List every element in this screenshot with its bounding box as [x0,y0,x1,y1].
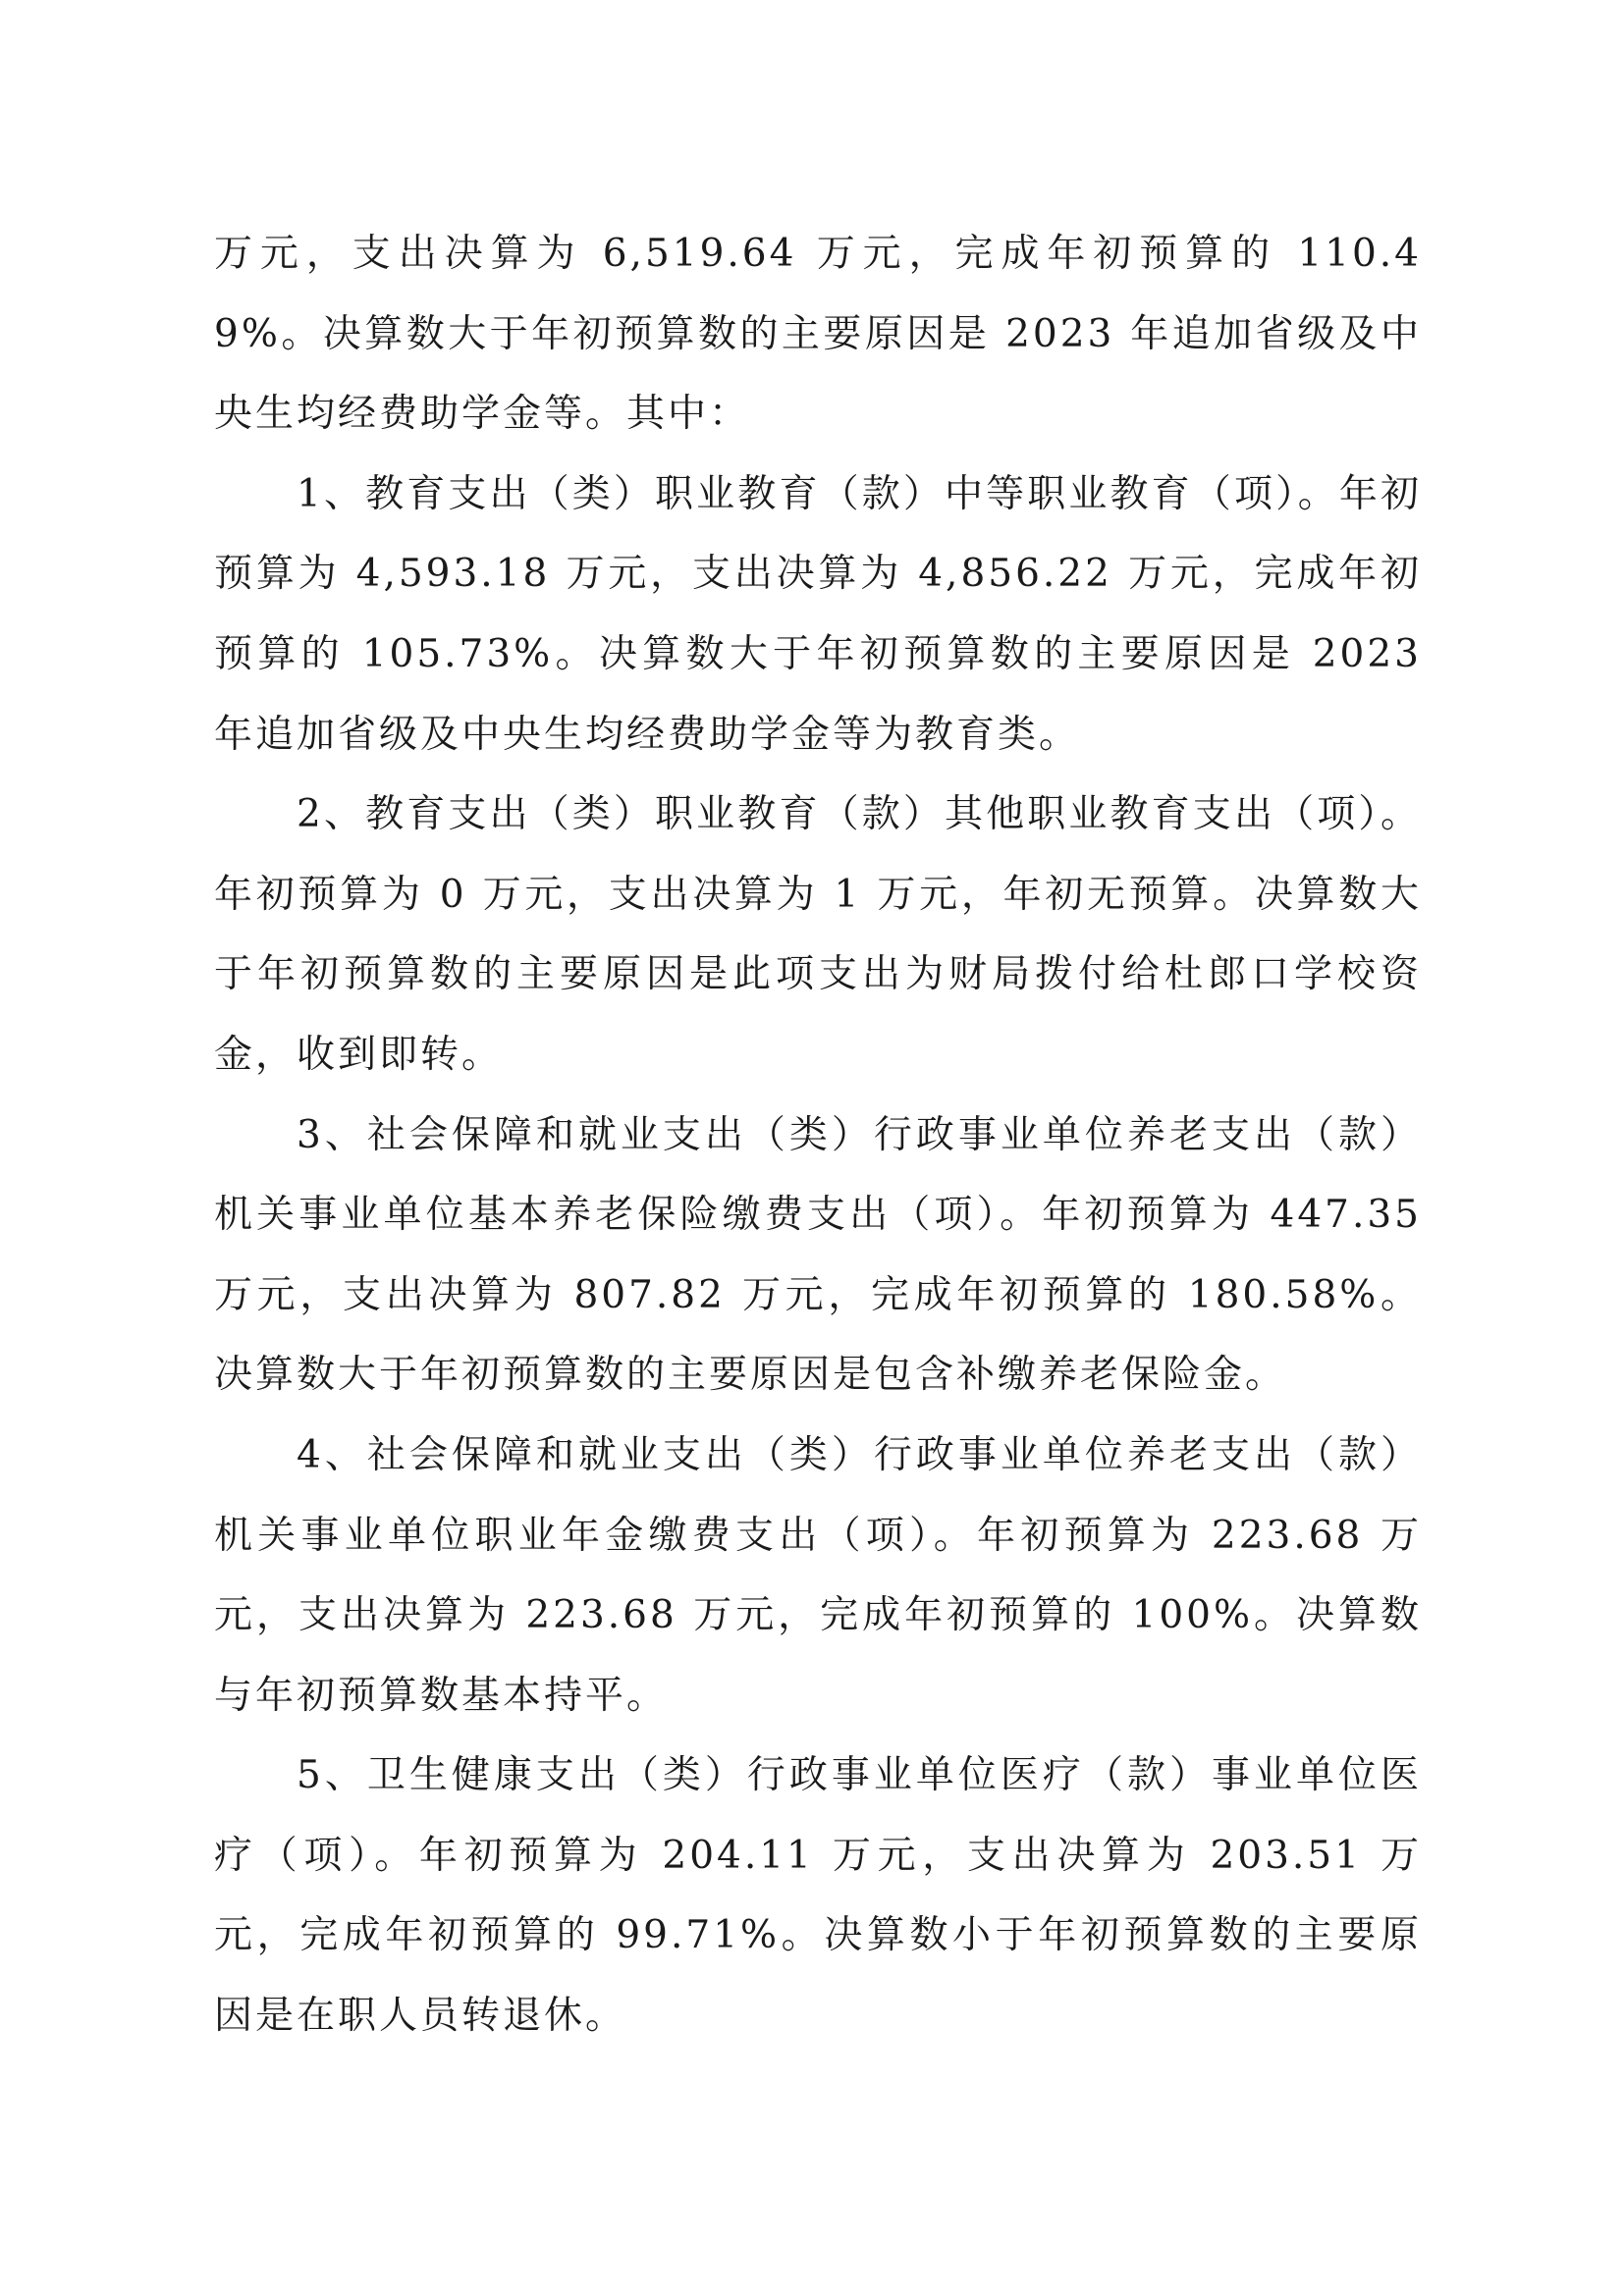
paragraph-continuation: 万元，支出决算为 6,519.64 万元，完成年初预算的 110.49%。决算数大于年初预算数的主要原因是 2023 年追加省级及中央生均经费助学金等。其中： [214,232,1422,437]
document-page [214,214,1422,2056]
paragraph-item-4: 4、社会保障和就业支出（类）行政事业单位养老支出（款）机关事业单位职业年金缴费支出（项）。年初预算为 223.68 万元，支出决算为 223.68 万元，完成年初预算的 100%。决算数与年初预算数基本持平。 [214,1432,1422,1718]
paragraph-item-1: 1、教育支出（类）职业教育（款）中等职业教育（项）。年初预算为 4,593.18 万元，支出决算为 4,856.22 万元，完成年初预算的 105.73%。决算数大于年初预算数的主要原因是 2023 年追加省级及中央生均经费助学金等为教育类。 [214,471,1422,757]
paragraph-item-5: 5、卫生健康支出（类）行政事业单位医疗（款）事业单位医疗（项）。年初预算为 204.11 万元，支出决算为 203.51 万元，完成年初预算的 99.71%。决算数小于年初预算数的主要原因是在职人员转退休。 [214,1753,1422,2039]
paragraph-item-3: 3、社会保障和就业支出（类）行政事业单位养老支出（款）机关事业单位基本养老保险缴费支出（项）。年初预算为 447.35 万元，支出决算为 807.82 万元，完成年初预算的 180.58%。决算数大于年初预算数的主要原因是包含补缴养老保险金。 [214,1112,1422,1398]
paragraph-item-2: 2、教育支出（类）职业教育（款）其他职业教育支出（项）。年初预算为 0 万元，支出决算为 1 万元，年初无预算。决算数大于年初预算数的主要原因是此项支出为财局拨付给杜郎口学校资金，收到即转。 [214,792,1422,1077]
